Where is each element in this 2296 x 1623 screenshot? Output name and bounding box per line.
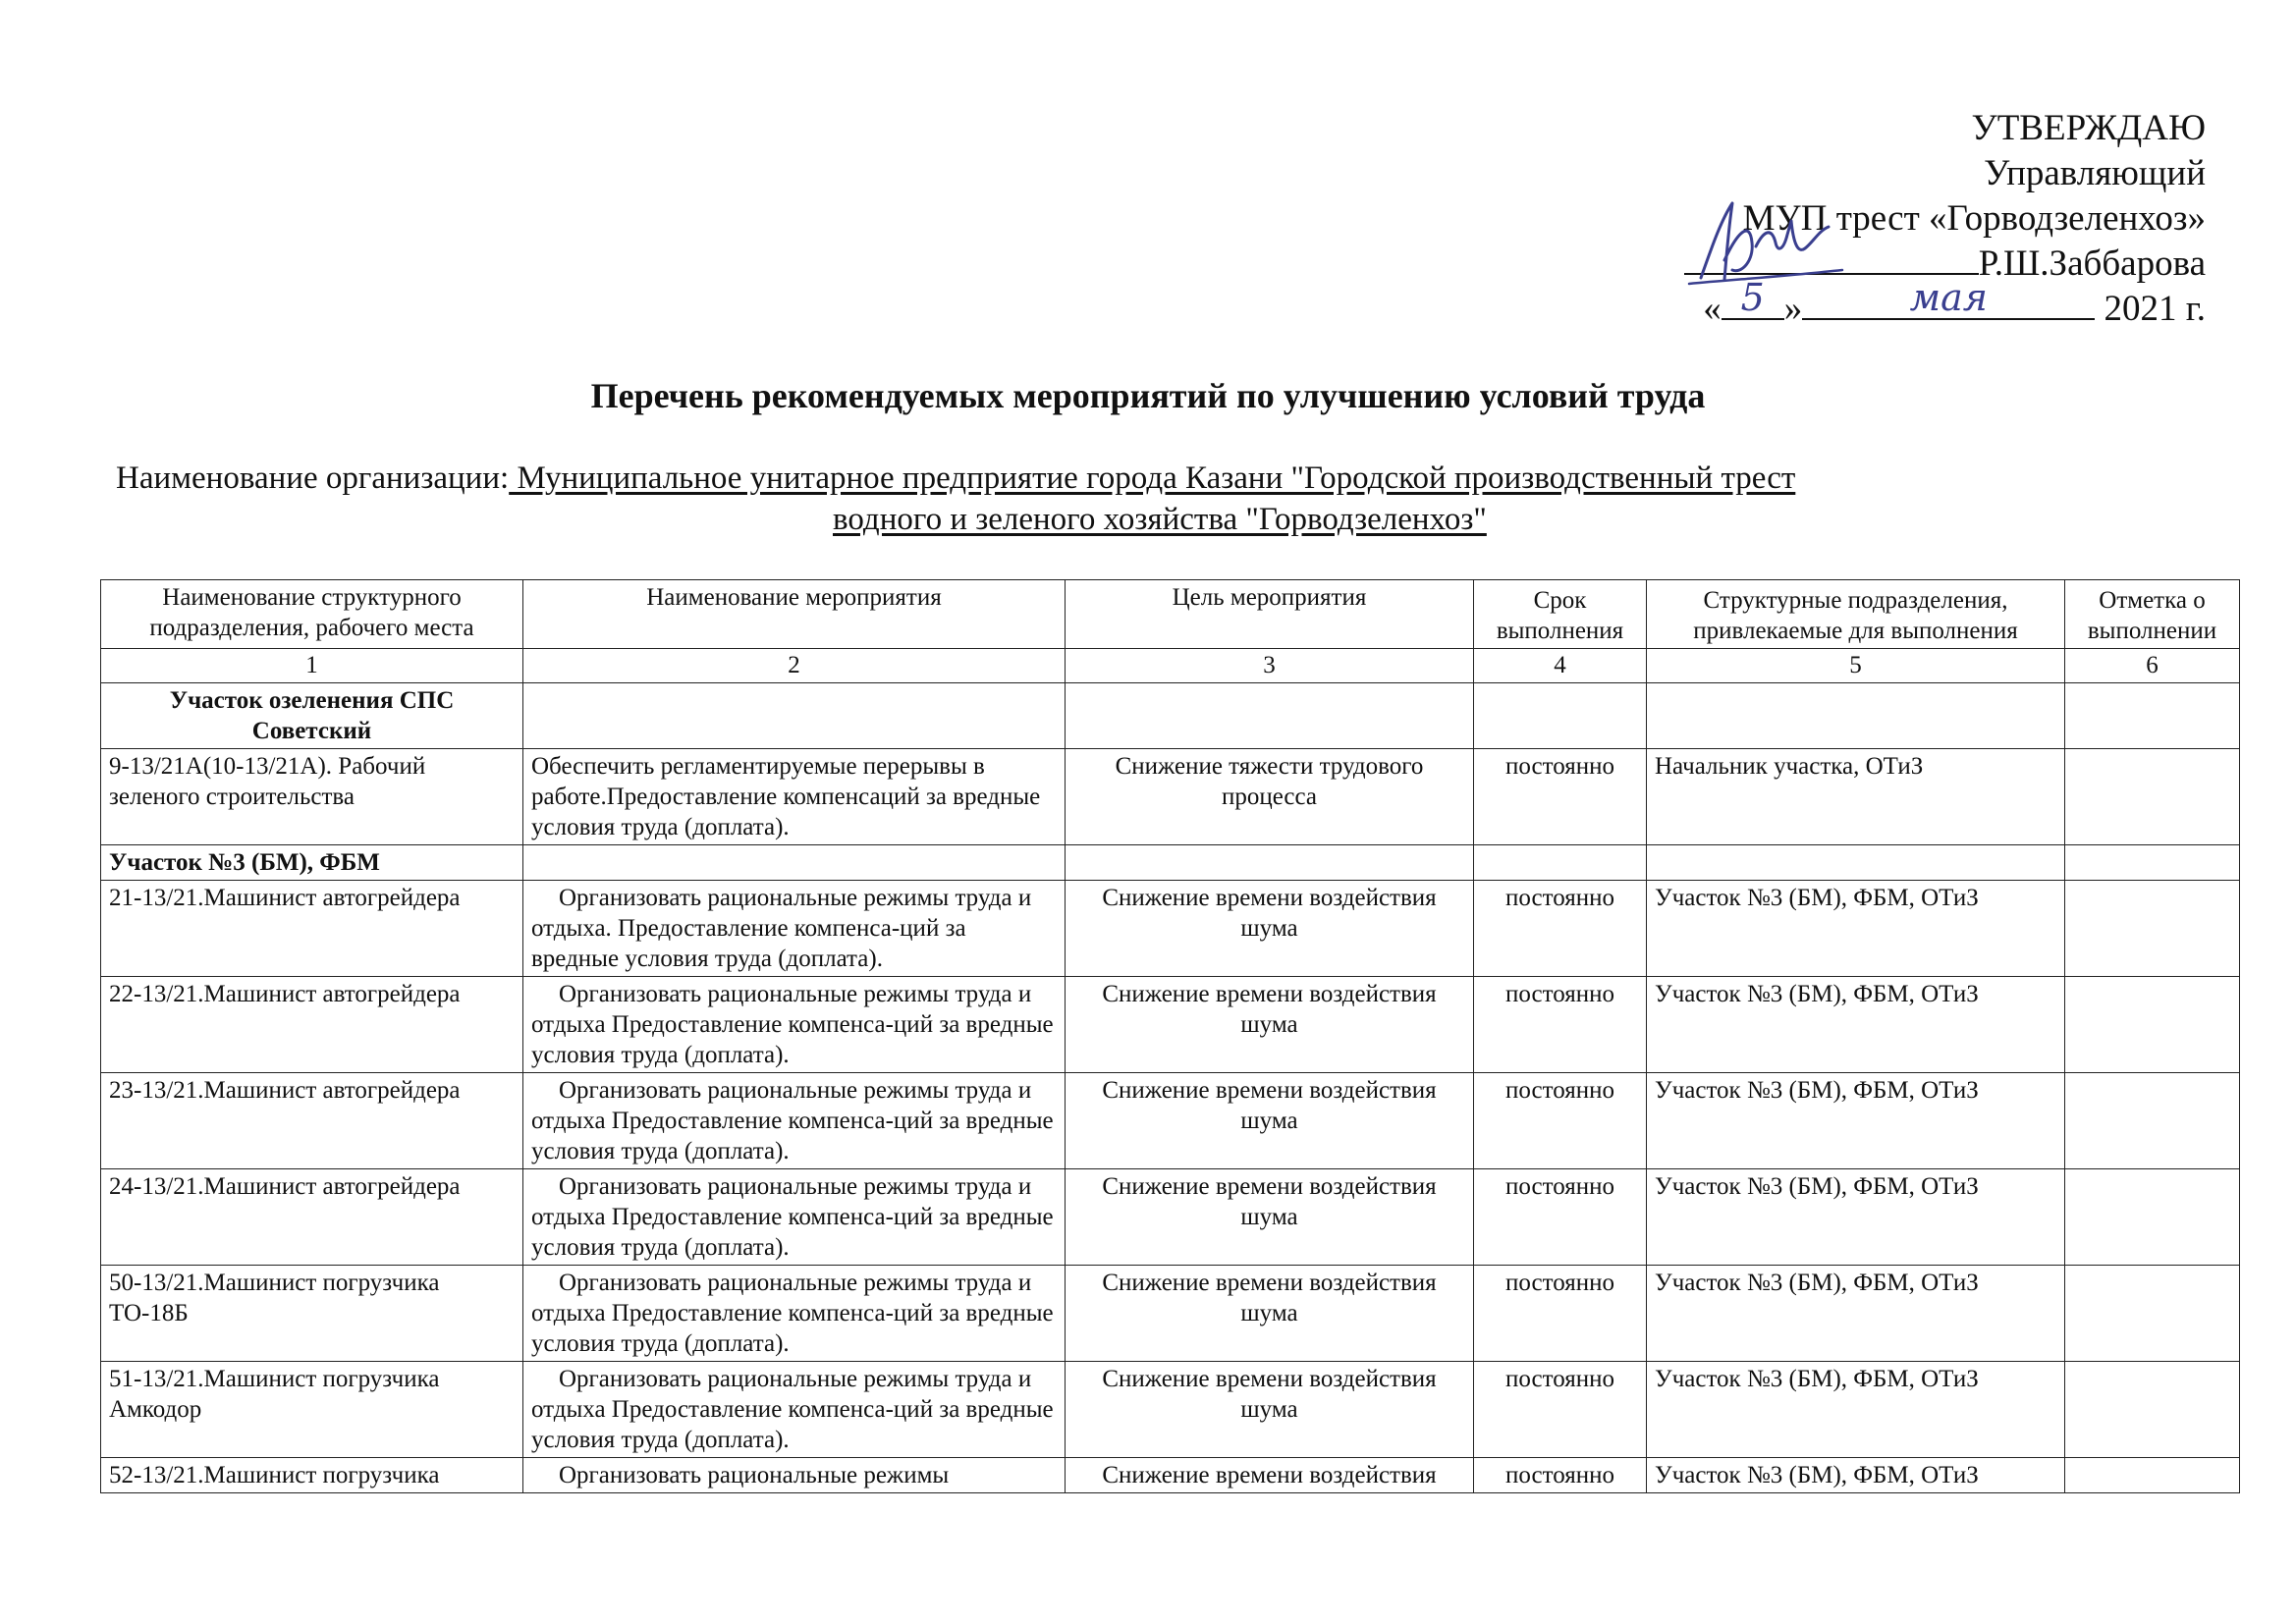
table-row (101, 1362, 2240, 1458)
column-number: 5 (1647, 649, 2065, 683)
workplace-cell: 23-13/21.Машинист автогрейдера (101, 1073, 523, 1169)
mark-cell (2065, 1362, 2240, 1458)
goal-cell: Снижение времени воздействия (1066, 1458, 1474, 1493)
mark-cell (2065, 881, 2240, 977)
workplace-cell: 21-13/21.Машинист автогрейдера (101, 881, 523, 977)
goal-cell: Снижение времени воздействия шума (1066, 1266, 1474, 1362)
column-number: 6 (2065, 649, 2240, 683)
units-cell: Участок №3 (БМ), ФБМ, ОТиЗ (1647, 1458, 2065, 1493)
organization-name-line1: Муниципальное унитарное предприятие города Казани "Городской производственный трест (509, 460, 1796, 496)
date-month-field (1802, 276, 2095, 320)
table-row (101, 749, 2240, 845)
date-quote-open: « (1703, 289, 1722, 329)
column-header: Цель мероприятия (1066, 580, 1474, 649)
date-day-field (1722, 276, 1784, 320)
approver-name: Р.Ш.Заббарова (1978, 243, 2206, 284)
mark-cell (2065, 749, 2240, 845)
column-header: Срок выполнения (1474, 580, 1647, 649)
term-cell: постоянно (1474, 1073, 1647, 1169)
term-cell: постоянно (1474, 881, 1647, 977)
units-cell: Участок №3 (БМ), ФБМ, ОТиЗ (1647, 1169, 2065, 1266)
date-year: 2021 г. (2104, 289, 2206, 329)
units-cell: Участок №3 (БМ), ФБМ, ОТиЗ (1647, 1073, 2065, 1169)
units-cell: Участок №3 (БМ), ФБМ, ОТиЗ (1647, 1266, 2065, 1362)
measure-cell: Обеспечить регламентируемые перерывы в работе.Предоставление компенсаций за вредные условия труда (доплата). (523, 749, 1066, 845)
table-row (101, 1266, 2240, 1362)
workplace-cell: 9-13/21А(10-13/21А). Рабочий зеленого строительства (101, 749, 523, 845)
organization-line (116, 458, 2178, 540)
measure-cell: Организовать рациональные режимы труда и отдыха. Предоставление компенса-ций за вредные условия труда (доплата). (523, 881, 1066, 977)
column-number: 2 (523, 649, 1066, 683)
date-quote-close: » (1783, 289, 1803, 329)
column-number: 4 (1474, 649, 1647, 683)
approver-position: Управляющий (1984, 153, 2206, 193)
approval-heading: УТВЕРЖДАЮ (1971, 108, 2206, 148)
term-cell: постоянно (1474, 1266, 1647, 1362)
column-header: Наименование структурного подразделения, рабочего места (101, 580, 523, 649)
column-number: 3 (1066, 649, 1474, 683)
table-row (101, 1073, 2240, 1169)
measure-cell: Организовать рациональные режимы труда и отдыха Предоставление компенса-ций за вредные условия труда (доплата). (523, 1073, 1066, 1169)
term-cell: постоянно (1474, 1458, 1647, 1493)
units-cell: Участок №3 (БМ), ФБМ, ОТиЗ (1647, 977, 2065, 1073)
document-title: Перечень рекомендуемых мероприятий по улучшению условий труда (590, 376, 1706, 415)
goal-cell: Снижение времени воздействия шума (1066, 1362, 1474, 1458)
column-number-row (101, 649, 2240, 683)
term-cell: постоянно (1474, 749, 1647, 845)
units-cell: Участок №3 (БМ), ФБМ, ОТиЗ (1647, 881, 2065, 977)
measure-cell: Организовать рациональные режимы (523, 1458, 1066, 1493)
table-row (101, 881, 2240, 977)
approver-organization: МУП трест «Горводзеленхоз» (1742, 198, 2206, 239)
table-row (101, 977, 2240, 1073)
term-cell: постоянно (1474, 977, 1647, 1073)
measures-table (100, 579, 2240, 1493)
organization-label: Наименование организации: (116, 460, 510, 496)
units-cell: Участок №3 (БМ), ФБМ, ОТиЗ (1647, 1362, 2065, 1458)
goal-cell: Снижение тяжести трудового процесса (1066, 749, 1474, 845)
measure-cell: Организовать рациональные режимы труда и отдыха Предоставление компенса-ций за вредные условия труда (доплата). (523, 1169, 1066, 1266)
table-header-row (101, 580, 2240, 649)
term-cell: постоянно (1474, 1362, 1647, 1458)
table-row (101, 1458, 2240, 1493)
column-header: Структурные подразделения, привлекаемые для выполнения (1647, 580, 2065, 649)
workplace-cell: 22-13/21.Машинист автогрейдера (101, 977, 523, 1073)
approval-date (1656, 276, 2206, 332)
workplace-cell: 51-13/21.Машинист погрузчика Амкодор (101, 1362, 523, 1458)
workplace-cell: 24-13/21.Машинист автогрейдера (101, 1169, 523, 1266)
section-name: Участок озеленения СПС Советский (101, 683, 523, 749)
section-name: Участок №3 (БМ), ФБМ (101, 845, 523, 881)
goal-cell: Снижение времени воздействия шума (1066, 1073, 1474, 1169)
mark-cell (2065, 1266, 2240, 1362)
column-header: Отметка о выполнении (2065, 580, 2240, 649)
date-month: мая (1909, 276, 1988, 319)
goal-cell: Снижение времени воздействия шума (1066, 881, 1474, 977)
workplace-cell: 52-13/21.Машинист погрузчика (101, 1458, 523, 1493)
mark-cell (2065, 1073, 2240, 1169)
section-row (101, 845, 2240, 881)
goal-cell: Снижение времени воздействия шума (1066, 1169, 1474, 1266)
mark-cell (2065, 1458, 2240, 1493)
workplace-cell: 50-13/21.Машинист погрузчика ТО-18Б (101, 1266, 523, 1362)
measure-cell: Организовать рациональные режимы труда и отдыха Предоставление компенса-ций за вредные условия труда (доплата). (523, 1362, 1066, 1458)
column-header: Наименование мероприятия (523, 580, 1066, 649)
organization-name-line2: водного и зеленого хозяйства "Горводзеленхоз" (833, 502, 1487, 537)
measure-cell: Организовать рациональные режимы труда и отдыха Предоставление компенса-ций за вредные условия труда (доплата). (523, 1266, 1066, 1362)
term-cell: постоянно (1474, 1169, 1647, 1266)
column-number: 1 (101, 649, 523, 683)
table-row (101, 1169, 2240, 1266)
mark-cell (2065, 977, 2240, 1073)
goal-cell: Снижение времени воздействия шума (1066, 977, 1474, 1073)
date-day: 5 (1740, 276, 1765, 319)
mark-cell (2065, 1169, 2240, 1266)
section-row (101, 683, 2240, 749)
measure-cell: Организовать рациональные режимы труда и отдыха Предоставление компенса-ций за вредные условия труда (доплата). (523, 977, 1066, 1073)
handwritten-signature (1681, 191, 1848, 290)
units-cell: Начальник участка, ОТиЗ (1647, 749, 2065, 845)
